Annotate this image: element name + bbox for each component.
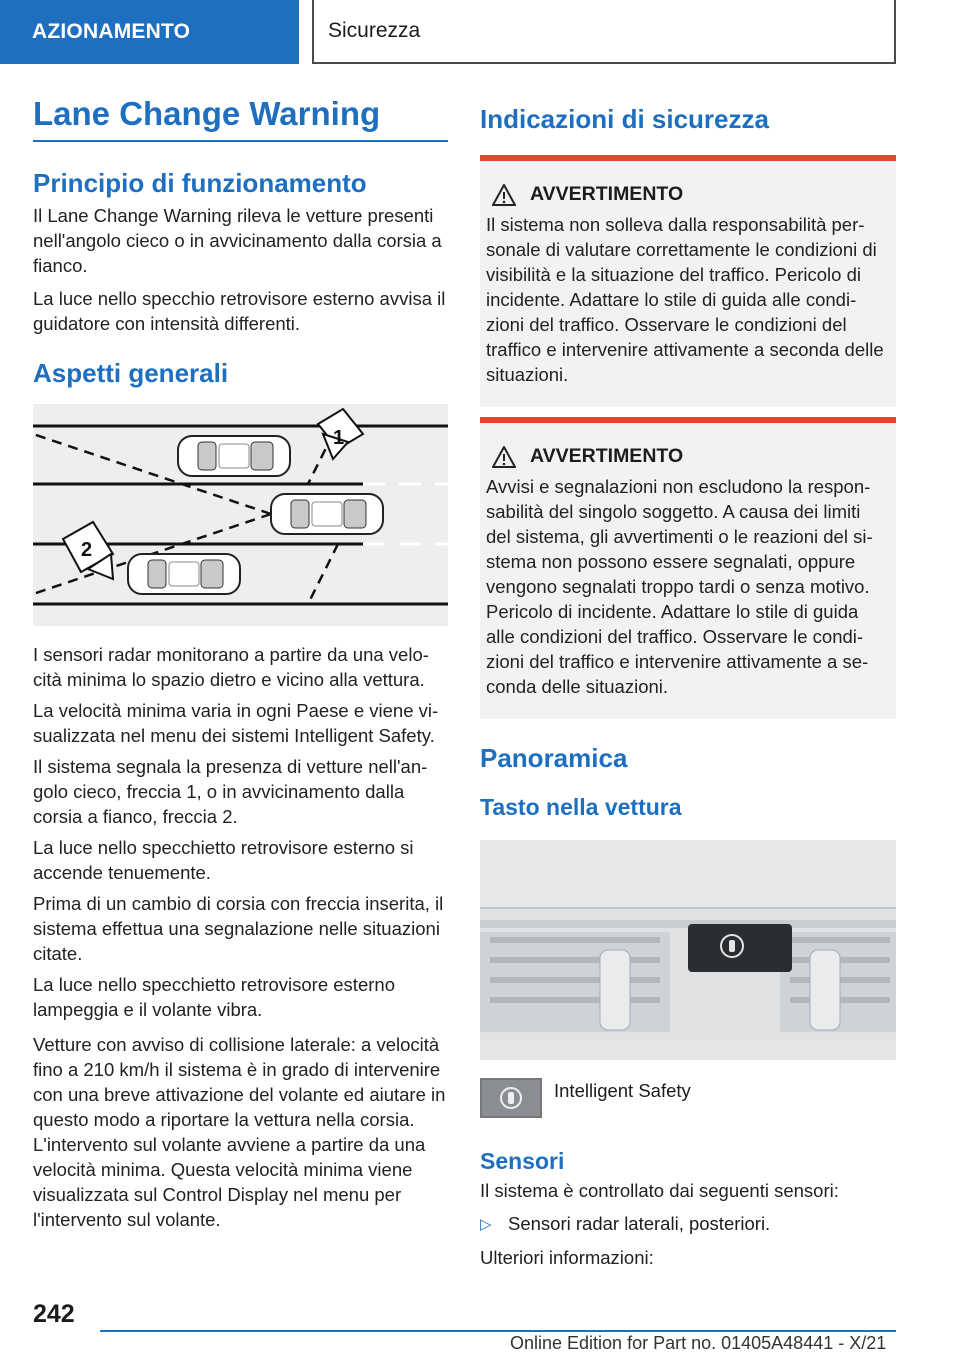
button-label: Intelligent Safety: [554, 1079, 691, 1101]
sensors-intro: Il sistema è controllato dai seguenti sensori:: [480, 1179, 839, 1201]
warning-header-1: [492, 183, 886, 206]
sensors-item-text: Sensori radar laterali, posteriori.: [508, 1212, 771, 1234]
overview-heading: Panoramica: [480, 743, 628, 774]
chapter-box: [312, 0, 896, 64]
arrow-1-label: 1: [333, 426, 345, 449]
car-bottom: [128, 554, 240, 594]
principle-paragraph-2: La luce nello specchio retrovisore esterno avvisa il guidatore con intensità differenti.: [33, 288, 446, 335]
lane-change-figure: [33, 404, 448, 626]
intelligent-safety-hw-button: [688, 924, 792, 972]
warning-triangle-icon: [492, 446, 516, 468]
bullet-triangle-icon: ▷: [480, 1215, 492, 1233]
section-label: AZIONAMENTO: [32, 20, 191, 43]
button-legend: [480, 1078, 896, 1118]
lane-diagram-svg: [33, 404, 448, 626]
intelligent-safety-button-icon: [480, 1078, 542, 1118]
left-column: [33, 96, 448, 1232]
footer-edition: Online Edition for Part no. 01405A48441 - X/21: [510, 1333, 887, 1353]
warning-header-2: [492, 445, 886, 468]
right-column: [480, 96, 896, 1270]
general-heading: Aspetti generali: [33, 358, 229, 389]
page-title: Lane Change Warning: [33, 96, 448, 142]
more-info: Ulteriori informazioni:: [480, 1246, 654, 1268]
arrow-2-label: 2: [81, 538, 93, 561]
button-heading: Tasto nella vettura: [480, 794, 682, 821]
warning-box-1: [480, 155, 896, 407]
car-middle: [271, 494, 383, 534]
paragraph-1: I sensori radar monitorano a partire da una velocità minima lo spazio dietro e vicino alla vettura.: [33, 643, 429, 690]
dashboard-figure: [480, 840, 896, 1060]
safety-heading: Indicazioni di sicurezza: [480, 104, 769, 134]
dashboard-svg: [480, 840, 896, 1060]
sensors-list-item: [480, 1213, 896, 1235]
paragraph-6: La luce nello specchietto retrovisore esterno lampeggia e il volante vibra.: [33, 973, 395, 1020]
warning-triangle-icon: [492, 184, 516, 206]
paragraph-4: La luce nello specchietto retrovisore esterno si accende tenuemente.: [33, 836, 414, 883]
car-top: [178, 436, 290, 476]
principle-paragraph-1: Il Lane Change Warning rileva le vetture presenti nell'angolo cieco o in avvicinamento dalla corsia a fianco.: [33, 205, 442, 277]
paragraph-5: Prima di un cambio di corsia con freccia inserita, il sistema effettua una segnalazione nelle situazioni citate.: [33, 892, 444, 964]
warning-label-1: AVVERTIMENTO: [530, 183, 684, 206]
warning-text-1: Il sistema non solleva dalla responsabilità personale di valutare correttamente le condizioni di visibilità e la situazione del traffico. Pericolo di incidente. Adattare lo stile di guida alle condizioni del traffico. Osservare le condizioni del traffico e intervenire attivamente a seconda delle situazioni.: [486, 214, 884, 386]
sensors-heading: Sensori: [480, 1147, 565, 1174]
section-tab: [0, 0, 299, 64]
principle-heading: Principio di funzionamento: [33, 168, 367, 199]
paragraph-2: La velocità minima varia in ogni Paese e viene visualizzata nel menu dei sistemi Intelligent Safety.: [33, 699, 439, 746]
chapter-label: Sicurezza: [328, 19, 421, 42]
footer-divider: [100, 1330, 896, 1332]
warning-label-2: AVVERTIMENTO: [530, 445, 684, 468]
warning-text-2: Avvisi e segnalazioni non escludono la responsabilità del singolo soggetto. A causa dei limiti del sistema, gli avvertimenti o le reazioni del sistema non possono essere segnalati, oppure vengono segnalati troppo tardi o senza motivo. Pericolo di incidente. Adattare lo stile di guida alle condizioni del traffico. Osservare le condizioni del traffico e intervenire attivamente a seconda delle situazioni.: [486, 476, 873, 698]
warning-box-2: [480, 417, 896, 719]
page-number: 242: [33, 1300, 75, 1328]
paragraph-3: Il sistema segnala la presenza di vetture nell'angolo cieco, freccia 1, o in avvicinamento dalla corsia a fianco, freccia 2.: [33, 755, 428, 827]
paragraph-7: Vetture con avviso di collisione laterale: a velocità fino a 210 km/h il sistema è in grado di intervenire con una breve attivazione del volante ed aiutare in questo modo a riportare la vettura nella corsia. L'intervento sul volante avviene a partire da una velocità minima. Questa velocità minima viene visualizzata sul Control Display nel menu per l'intervento sul volante.: [33, 1033, 446, 1230]
